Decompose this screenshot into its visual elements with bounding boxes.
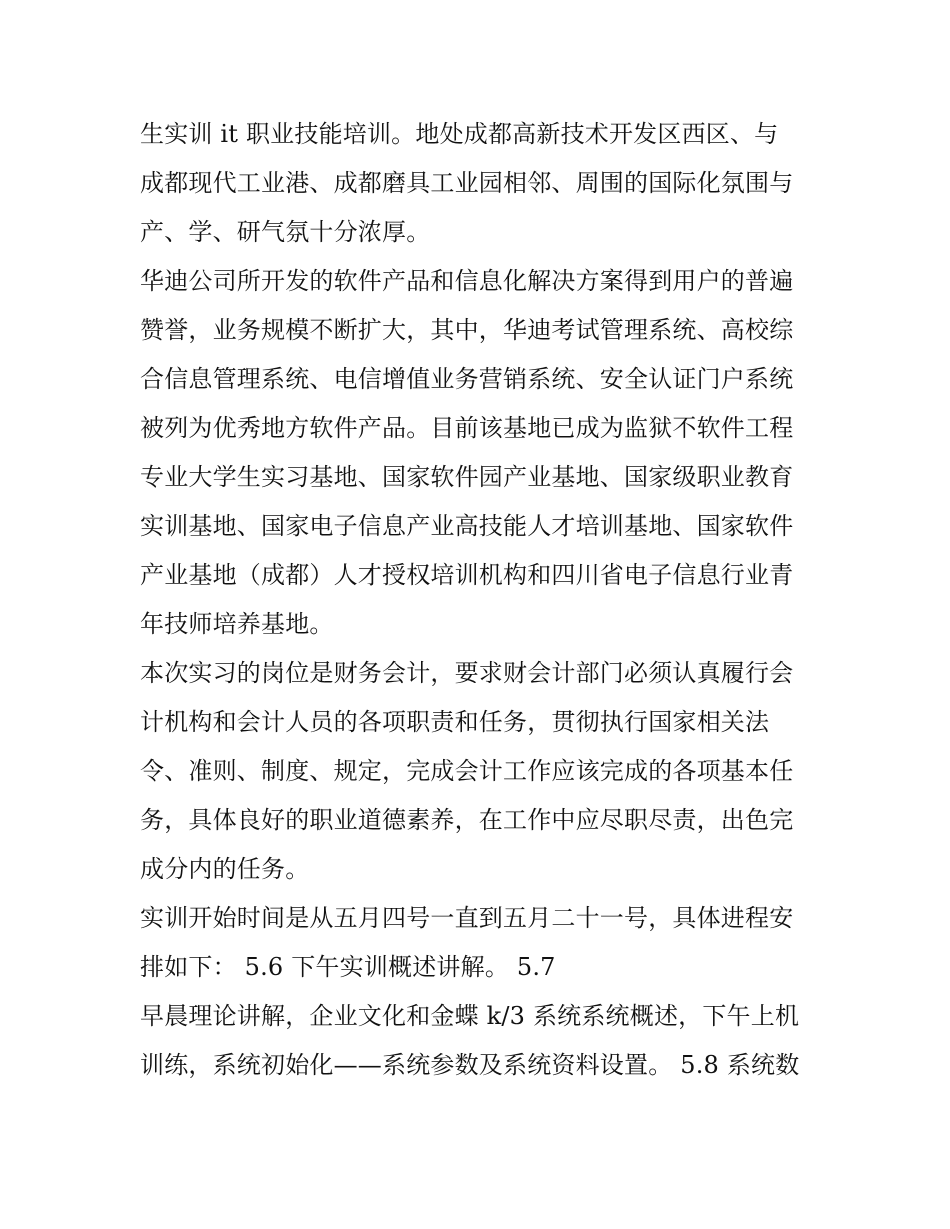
text-line: 产业基地（成都）人才授权培训机构和四川省电子信息行业青 xyxy=(140,561,794,589)
text-line: 年技师培养基地。 xyxy=(140,610,334,638)
text-line: 合信息管理系统、电信增值业务营销系统、安全认证门户系统 xyxy=(140,365,794,393)
text-line: 成都现代工业港、成都磨具工业园相邻、周围的国际化氛围与 xyxy=(140,169,794,197)
text-line: 计机构和会计人员的各项职责和任务，贯彻执行国家相关法 xyxy=(140,708,770,736)
text-line: 专业大学生实习基地、国家软件园产业基地、国家级职业教育 xyxy=(140,463,794,491)
text-line: 华迪公司所开发的软件产品和信息化解决方案得到用户的普遍 xyxy=(140,267,794,295)
text-line: 务，具体良好的职业道德素养，在工作中应尽职尽责，出色完 xyxy=(140,806,794,834)
text-line: 实训基地、国家电子信息产业高技能人才培训基地、国家软件 xyxy=(140,512,794,540)
text-line: 本次实习的岗位是财务会计，要求财会计部门必须认真履行会 xyxy=(140,659,794,687)
document-body xyxy=(140,110,820,1090)
text-line: 生实训 it 职业技能培训。地处成都高新技术开发区西区、与 xyxy=(140,120,779,148)
text-line: 被列为优秀地方软件产品。目前该基地已成为监狱不软件工程 xyxy=(140,414,794,442)
text-line: 早晨理论讲解，企业文化和金蝶 k/3 系统系统概述，下午上机 xyxy=(140,1002,800,1030)
text-line: 令、准则、制度、规定，完成会计工作应该完成的各项基本任 xyxy=(140,757,794,785)
text-line: 实训开始时间是从五月四号一直到五月二十一号，具体进程安 xyxy=(140,904,794,932)
text-line: 产、学、研气氛十分浓厚。 xyxy=(140,218,431,246)
text-line: 训练，系统初始化——系统参数及系统资料设置。 5.8 系统数 xyxy=(140,1051,800,1079)
text-line: 排如下： 5.6 下午实训概述讲解。 5.7 xyxy=(140,953,556,981)
text-line: 成分内的任务。 xyxy=(140,855,310,883)
text-line: 赞誉，业务规模不断扩大，其中，华迪考试管理系统、高校综 xyxy=(140,316,794,344)
